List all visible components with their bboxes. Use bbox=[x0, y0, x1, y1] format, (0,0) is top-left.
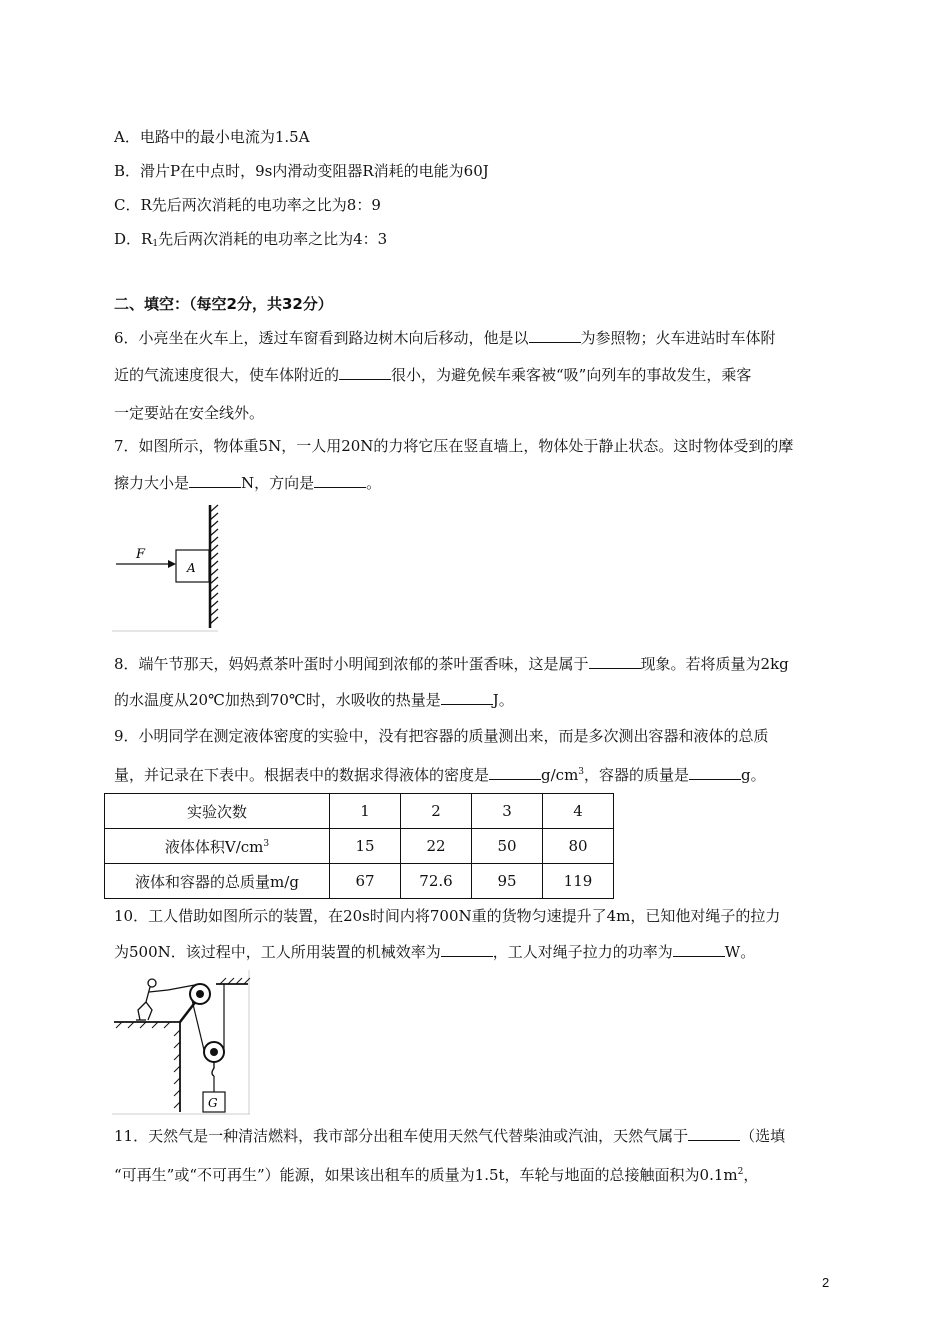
row-label: 液体体积$V/cm^3$ bbox=[105, 829, 330, 864]
q7-line-1: 7．如图所示，物体重5N，一人用20N的力将它压在竖直墙上，物体处于静止状态。这时物体受到的摩 bbox=[114, 437, 794, 455]
weight-label: G bbox=[208, 1096, 218, 1110]
table-cell: 15 bbox=[330, 829, 401, 864]
answer-blank[interactable] bbox=[673, 942, 725, 957]
section-title: 二、填空：（每空2分，共32分） bbox=[114, 295, 333, 313]
table-cell: 2 bbox=[401, 794, 472, 829]
table-cell: 67 bbox=[330, 864, 401, 899]
q8-line-2: 的水温度从20℃加热到70℃时，水吸收的热量是 J。 bbox=[114, 691, 514, 709]
page-number: 2 bbox=[822, 1275, 830, 1290]
option-d: D．$R_1$先后两次消耗的电功率之比为4：3 bbox=[114, 230, 388, 249]
q7-line-2: 擦力大小是 N，方向是 。 bbox=[114, 474, 382, 492]
q7-figure bbox=[112, 500, 222, 632]
q8-line-1: 8．端午节那天，妈妈煮茶叶蛋时小明闻到浓郁的茶叶蛋香味，这是属于 现象。若将质量为2kg bbox=[114, 655, 789, 673]
answer-blank[interactable] bbox=[589, 654, 641, 669]
answer-blank[interactable] bbox=[688, 1126, 740, 1141]
q10-line-2: 为500N．该过程中，工人所用装置的机械效率为 ，工人对绳子拉力的功率为 W。 bbox=[114, 943, 756, 961]
answer-blank[interactable] bbox=[314, 473, 366, 488]
table-cell: 50 bbox=[472, 829, 543, 864]
q10-figure bbox=[112, 970, 254, 1116]
row-label: 液体和容器的总质量m/g bbox=[105, 864, 330, 899]
answer-blank[interactable] bbox=[441, 690, 493, 705]
answer-blank[interactable] bbox=[441, 942, 493, 957]
q11-line-1: 11．天然气是一种清洁燃料，我市部分出租车使用天然气代替柴油或汽油，天然气属于 （选填 bbox=[114, 1127, 786, 1145]
table-row bbox=[105, 794, 614, 829]
q6-line-3: 一定要站在安全线外。 bbox=[114, 404, 265, 422]
table-cell: 22 bbox=[401, 829, 472, 864]
table-cell: 4 bbox=[543, 794, 614, 829]
worker bbox=[136, 979, 168, 1020]
table-cell: 119 bbox=[543, 864, 614, 899]
answer-blank[interactable] bbox=[529, 328, 581, 343]
q9-line-1: 9．小明同学在测定液体密度的实验中，没有把容器的质量测出来，而是多次测出容器和液体的总质 bbox=[114, 727, 769, 745]
table-cell: 1 bbox=[330, 794, 401, 829]
table-cell: 72.6 bbox=[401, 864, 472, 899]
table-row bbox=[105, 864, 614, 899]
answer-blank[interactable] bbox=[489, 765, 541, 780]
option-a: A．电路中的最小电流为1.5A bbox=[114, 128, 310, 146]
table-cell: 3 bbox=[472, 794, 543, 829]
option-b: B．滑片P在中点时，9s内滑动变阻器R消耗的电能为60J bbox=[114, 162, 489, 180]
q11-line-2: “可再生”或“不可再生”）能源，如果该出租车的质量为1.5t，车轮与地面的总接触面积为$0.1m^2$， bbox=[114, 1166, 759, 1184]
q6-line-2: 近的气流速度很大，使车体附近的 很小，为避免候车乘客被“吸”向列车的事故发生，乘客 bbox=[114, 366, 752, 384]
option-c: C．R先后两次消耗的电功率之比为8：9 bbox=[114, 196, 381, 214]
q6-line-1: 6．小亮坐在火车上，透过车窗看到路边树木向后移动，他是以 为参照物；火车进站时车体附 bbox=[114, 329, 776, 347]
force-label: F bbox=[136, 547, 146, 562]
q9-line-2: 量，并记录在下表中。根据表中的数据求得液体的密度是 $g/cm^3$，容器的质量是 g。 bbox=[114, 766, 766, 784]
row-label: 实验次数 bbox=[105, 794, 330, 829]
answer-blank[interactable] bbox=[339, 365, 391, 380]
block-label: A bbox=[187, 561, 196, 575]
q10-line-1: 10．工人借助如图所示的装置，在20s时间内将700N重的货物匀速提升了4m，已知他对绳子的拉力 bbox=[114, 907, 781, 925]
table-cell: 95 bbox=[472, 864, 543, 899]
table-cell: 80 bbox=[543, 829, 614, 864]
data-table bbox=[104, 793, 614, 899]
answer-blank[interactable] bbox=[189, 473, 241, 488]
answer-blank[interactable] bbox=[689, 765, 741, 780]
table-row bbox=[105, 829, 614, 864]
